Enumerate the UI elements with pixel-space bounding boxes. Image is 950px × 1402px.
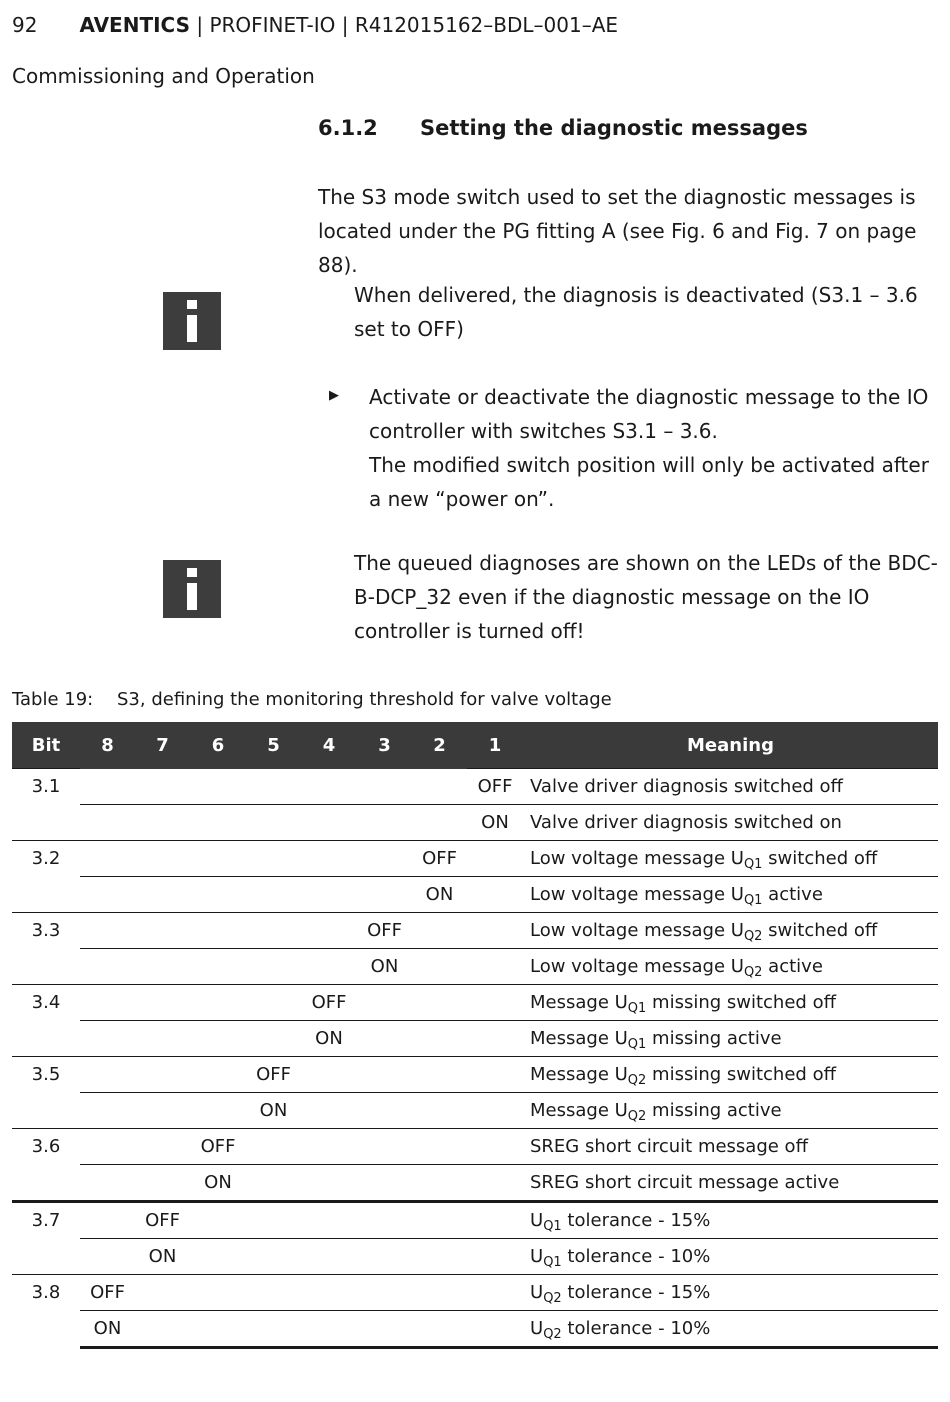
table-row [12,1165,938,1202]
empty-cell [135,985,190,1021]
switch-value-cell: ON [357,949,412,985]
empty-cell [357,1239,412,1275]
empty-cell [246,1275,301,1311]
empty-cell [135,877,190,913]
empty-cell [246,769,301,805]
meaning-text: U [530,1282,544,1303]
table-row [12,841,938,877]
empty-cell [246,1311,301,1348]
empty-cell [80,985,135,1021]
meaning-text: SREG short circuit message off [530,1136,808,1157]
table-row [12,1202,938,1239]
switch-value-cell: ON [467,805,523,841]
empty-cell [301,769,357,805]
empty-cell [190,1275,246,1311]
meaning-subscript: Q2 [743,929,763,944]
empty-cell [190,913,246,949]
header-switch-2: 2 [412,722,467,769]
empty-cell [301,1165,357,1202]
header-switch-8: 8 [80,722,135,769]
empty-cell [80,805,135,841]
empty-cell [135,1311,190,1348]
empty-cell [135,913,190,949]
empty-cell [357,985,412,1021]
empty-cell [80,1129,135,1165]
meaning-subscript: Q2 [627,1073,647,1088]
bit-cell: 3.1 [12,769,80,841]
info-note-delivery: When delivered, the diagnosis is deactivated (S3.1 – 3.6 set to OFF) [354,283,918,341]
empty-cell [190,841,246,877]
header-switch-6: 6 [190,722,246,769]
bit-cell: 3.8 [12,1275,80,1348]
empty-cell [246,877,301,913]
empty-cell [467,985,523,1021]
empty-cell [301,913,357,949]
empty-cell [301,1311,357,1348]
empty-cell [467,1165,523,1202]
empty-cell [246,805,301,841]
header-switch-5: 5 [246,722,301,769]
empty-cell [467,1202,523,1239]
meaning-text: Message U [530,992,628,1013]
header-doc-id: | PROFINET-IO | R412015162–BDL–001–AE [190,13,619,37]
instruction-step [369,380,939,516]
info-icon [163,560,221,618]
meaning-subscript: Q2 [543,1327,562,1342]
empty-cell [357,1021,412,1057]
switch-value-cell: OFF [135,1202,190,1239]
meaning-text: Low voltage message U [530,884,744,905]
meaning-text: U [530,1246,544,1267]
meaning-cell [523,1239,938,1275]
table-row [12,985,938,1021]
table-row [12,1021,938,1057]
empty-cell [80,769,135,805]
meaning-text-suffix: tolerance - 15% [561,1210,711,1231]
empty-cell [357,1202,412,1239]
empty-cell [190,985,246,1021]
meaning-text: Low voltage message U [530,920,744,941]
empty-cell [135,1057,190,1093]
empty-cell [246,985,301,1021]
table-row [12,769,938,805]
switch-settings-table [12,722,938,1349]
table-caption-label: Table 19: [12,689,94,710]
step-instruction: Activate or deactivate the diagnostic message to the IO controller with switches S3.1 – 3.6. [369,385,929,443]
table-row [12,1093,938,1129]
section-number: 6.1.2 [318,116,378,140]
meaning-text-suffix: missing active [646,1100,782,1121]
empty-cell [467,913,523,949]
meaning-text-suffix: missing switched off [646,1064,836,1085]
meaning-text-suffix: missing active [646,1028,782,1049]
empty-cell [246,841,301,877]
empty-cell [301,877,357,913]
empty-cell [301,841,357,877]
empty-cell [357,769,412,805]
empty-cell [301,1239,357,1275]
meaning-subscript: Q1 [627,1001,647,1016]
empty-cell [301,1275,357,1311]
empty-cell [467,1311,523,1348]
intro-paragraph: The S3 mode switch used to set the diagnostic messages is located under the PG fitting A (see Fig. 6 and Fig. 7 on page 88). [318,185,917,277]
empty-cell [135,1165,190,1202]
meaning-subscript: Q1 [743,857,763,872]
meaning-text: U [530,1318,544,1339]
meaning-cell [523,1093,938,1129]
switch-value-cell: ON [246,1093,301,1129]
empty-cell [357,1311,412,1348]
header-brand: AVENTICS [79,13,190,37]
empty-cell [467,1093,523,1129]
header-switch-4: 4 [301,722,357,769]
empty-cell [467,1275,523,1311]
empty-cell [357,1093,412,1129]
empty-cell [246,1129,301,1165]
empty-cell [246,1239,301,1275]
table-row [12,913,938,949]
empty-cell [80,913,135,949]
empty-cell [80,949,135,985]
empty-cell [80,1021,135,1057]
empty-cell [467,841,523,877]
empty-cell [135,805,190,841]
switch-value-cell: ON [190,1165,246,1202]
switch-value-cell: ON [301,1021,357,1057]
meaning-cell [523,913,938,949]
empty-cell [190,877,246,913]
table-row [12,1057,938,1093]
table-header-row [12,722,938,769]
empty-cell [467,877,523,913]
table-row [12,1311,938,1348]
empty-cell [357,1165,412,1202]
meaning-cell [523,805,938,841]
table-row [12,1239,938,1275]
empty-cell [412,985,467,1021]
empty-cell [80,877,135,913]
empty-cell [467,949,523,985]
meaning-subscript: Q1 [743,893,763,908]
info-note-leds: The queued diagnoses are shown on the LEDs of the BDC-B-DCP_32 even if the diagnostic message on the IO controller is turned off! [354,551,938,643]
meaning-subscript: Q1 [543,1255,562,1270]
meaning-text: Message U [530,1028,628,1049]
meaning-text: Valve driver diagnosis switched off [530,776,843,797]
empty-cell [135,1021,190,1057]
empty-cell [412,1093,467,1129]
meaning-cell [523,1057,938,1093]
page-header [12,13,618,37]
switch-value-cell: OFF [301,985,357,1021]
meaning-cell [523,1165,938,1202]
meaning-cell [523,877,938,913]
empty-cell [80,1057,135,1093]
header-switch-3: 3 [357,722,412,769]
header-switch-1: 1 [467,722,523,769]
empty-cell [80,1165,135,1202]
meaning-cell [523,1129,938,1165]
empty-cell [412,1057,467,1093]
bit-cell: 3.2 [12,841,80,913]
step-arrow-icon: ▶ [329,388,339,403]
meaning-text: Low voltage message U [530,956,744,977]
empty-cell [357,1057,412,1093]
empty-cell [190,1093,246,1129]
empty-cell [301,1057,357,1093]
table-row [12,1275,938,1311]
empty-cell [190,769,246,805]
empty-cell [246,1021,301,1057]
empty-cell [357,841,412,877]
empty-cell [467,1021,523,1057]
empty-cell [412,1202,467,1239]
empty-cell [412,769,467,805]
meaning-text: Message U [530,1064,628,1085]
section-heading [318,116,808,140]
meaning-text: Valve driver diagnosis switched on [530,812,842,833]
empty-cell [301,1093,357,1129]
meaning-text-suffix: active [762,884,823,905]
meaning-text-suffix: missing switched off [646,992,836,1013]
meaning-cell [523,1021,938,1057]
switch-value-cell: OFF [357,913,412,949]
header-switch-7: 7 [135,722,190,769]
empty-cell [135,1129,190,1165]
meaning-text: Low voltage message U [530,848,744,869]
empty-cell [412,1129,467,1165]
meaning-text-suffix: active [762,956,823,977]
empty-cell [357,1275,412,1311]
step-result: The modified switch position will only be activated after a new “power on”. [369,453,929,511]
meaning-text-suffix: tolerance - 10% [561,1246,711,1267]
empty-cell [190,805,246,841]
meaning-cell [523,1311,938,1348]
meaning-text: Message U [530,1100,628,1121]
empty-cell [135,1275,190,1311]
empty-cell [190,1021,246,1057]
empty-cell [190,1311,246,1348]
empty-cell [190,949,246,985]
meaning-cell [523,1202,938,1239]
switch-value-cell: ON [412,877,467,913]
empty-cell [301,1129,357,1165]
switch-value-cell: ON [135,1239,190,1275]
empty-cell [357,877,412,913]
empty-cell [80,841,135,877]
switch-value-cell: OFF [80,1275,135,1311]
meaning-cell [523,841,938,877]
bit-cell: 3.3 [12,913,80,985]
page-number: 92 [12,13,38,37]
empty-cell [412,1311,467,1348]
empty-cell [301,949,357,985]
bit-cell: 3.6 [12,1129,80,1202]
empty-cell [467,1239,523,1275]
empty-cell [412,1275,467,1311]
bit-cell: 3.5 [12,1057,80,1129]
switch-value-cell: ON [80,1311,135,1348]
meaning-cell [523,985,938,1021]
meaning-cell [523,949,938,985]
bit-cell: 3.7 [12,1202,80,1275]
table-row [12,805,938,841]
empty-cell [467,1057,523,1093]
bit-cell: 3.4 [12,985,80,1057]
empty-cell [190,1239,246,1275]
section-title: Setting the diagnostic messages [420,116,808,140]
switch-value-cell: OFF [246,1057,301,1093]
switch-value-cell: OFF [190,1129,246,1165]
meaning-text-suffix: switched off [762,848,878,869]
empty-cell [357,1129,412,1165]
meaning-subscript: Q2 [627,1109,647,1124]
empty-cell [80,1202,135,1239]
switch-value-cell: OFF [412,841,467,877]
table-row [12,949,938,985]
chapter-title: Commissioning and Operation [12,64,315,88]
empty-cell [246,1165,301,1202]
meaning-text-suffix: switched off [762,920,878,941]
meaning-subscript: Q1 [543,1219,562,1234]
switch-value-cell: OFF [467,769,523,805]
meaning-subscript: Q1 [627,1037,647,1052]
meaning-cell [523,769,938,805]
empty-cell [301,805,357,841]
empty-cell [246,1202,301,1239]
empty-cell [412,805,467,841]
empty-cell [467,1129,523,1165]
meaning-subscript: Q2 [543,1291,562,1306]
table-body [12,769,938,1348]
meaning-cell [523,1275,938,1311]
table-caption [12,689,612,710]
empty-cell [412,1021,467,1057]
empty-cell [412,913,467,949]
empty-cell [190,1057,246,1093]
table-row [12,877,938,913]
meaning-text: SREG short circuit message active [530,1172,840,1193]
empty-cell [246,913,301,949]
info-icon [163,292,221,350]
empty-cell [80,1093,135,1129]
empty-cell [357,805,412,841]
meaning-subscript: Q2 [743,965,763,980]
empty-cell [80,1239,135,1275]
empty-cell [135,841,190,877]
meaning-text-suffix: tolerance - 15% [561,1282,711,1303]
header-bit: Bit [12,722,80,769]
empty-cell [412,1239,467,1275]
empty-cell [412,949,467,985]
meaning-text-suffix: tolerance - 10% [561,1318,711,1339]
table-row [12,1129,938,1165]
meaning-text: U [530,1210,544,1231]
empty-cell [246,949,301,985]
empty-cell [412,1165,467,1202]
table-caption-text: S3, defining the monitoring threshold for valve voltage [117,689,612,710]
empty-cell [135,769,190,805]
empty-cell [135,1093,190,1129]
header-meaning: Meaning [523,722,938,769]
empty-cell [301,1202,357,1239]
empty-cell [190,1202,246,1239]
empty-cell [135,949,190,985]
